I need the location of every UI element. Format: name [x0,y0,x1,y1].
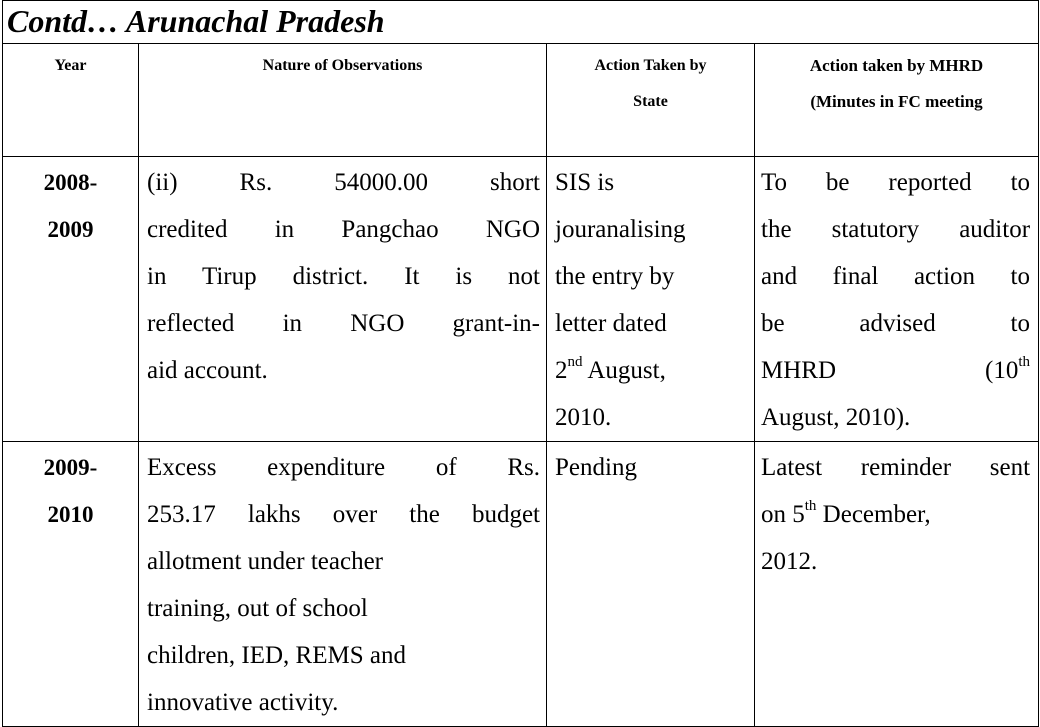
header-mhrd-action-line1: Action taken by MHRD [809,56,984,75]
observation-line: reflected in NGO grant-in- [147,310,540,337]
observation-line: Excess expenditure of Rs. [147,454,540,481]
mhrd-action-line: 2012. [761,548,818,575]
header-year [3,44,139,157]
state-date-ordinal: nd [567,353,583,370]
observation-line: aid account. [147,357,268,384]
mhrd-action-line: the statutory auditor [761,216,1031,243]
state-action-status: Pending [555,454,637,481]
state-date-month: August, [582,357,666,384]
mhrd-date-day: on 5 [761,501,805,528]
observation-line: training, out of school [147,595,368,622]
year-line2: 2009 [47,217,94,242]
header-observations [139,44,547,157]
observation-line: (ii) Rs. 54000.00 short [147,169,540,196]
mhrd-line5-left: MHRD [761,357,837,384]
state-action-line: 2010. [555,404,612,431]
state-action-cell [547,442,755,727]
mhrd-date-day: (10 [985,357,1019,384]
mhrd-date-ordinal: th [1018,353,1031,370]
state-action-line: letter dated [555,310,667,337]
observations-table [2,0,1039,727]
header-mhrd-action-line2: (Minutes in FC meeting [810,92,983,111]
header-mhrd-action [755,44,1039,157]
title-row [3,1,1039,44]
year-cell [3,157,139,442]
title-cell [3,1,1039,44]
mhrd-action-line [761,347,1030,394]
observation-cell [139,442,547,727]
observation-cell [139,157,547,442]
state-action-line: the entry by [555,263,675,290]
table-row [3,442,1039,727]
page-title: Contd… Arunachal Pradesh [7,3,385,39]
state-action-cell [547,157,755,442]
mhrd-action-cell [755,157,1039,442]
header-row [3,44,1039,157]
observation-line: innovative activity. [147,689,339,716]
year-line1: 2009- [43,455,98,480]
mhrd-action-cell [755,442,1039,727]
state-date-day: 2 [555,357,568,384]
header-state-action-line1: Action Taken by [594,57,707,74]
observation-line: credited in Pangchao NGO [147,216,540,243]
year-line1: 2008- [43,170,98,195]
state-action-date-line [555,347,750,394]
header-year-label: Year [54,57,87,74]
state-action-line: SIS is [555,169,615,196]
table-row [3,157,1039,442]
mhrd-date-ordinal: th [804,497,817,514]
state-action-line: jouranalising [555,216,686,243]
mhrd-action-line: August, 2010). [761,404,911,431]
mhrd-date-month: December, [816,501,931,528]
year-cell [3,442,139,727]
observation-line: children, IED, REMS and [147,642,406,669]
year-line2: 2010 [47,502,94,527]
mhrd-action-date-line [761,491,1030,538]
mhrd-action-line: and final action to [761,263,1031,290]
mhrd-line5-right [985,347,1030,394]
observation-line: allotment under teacher [147,548,383,575]
header-state-action-line2: State [633,93,668,110]
header-observations-label: Nature of Observations [262,57,423,74]
observation-line: 253.17 lakhs over the budget [147,501,540,528]
observation-line: in Tirup district. It is not [147,263,540,290]
mhrd-action-line: To be reported to [761,169,1031,196]
header-state-action [547,44,755,157]
mhrd-action-line: be advised to [761,310,1031,337]
mhrd-action-line: Latest reminder sent [761,454,1031,481]
